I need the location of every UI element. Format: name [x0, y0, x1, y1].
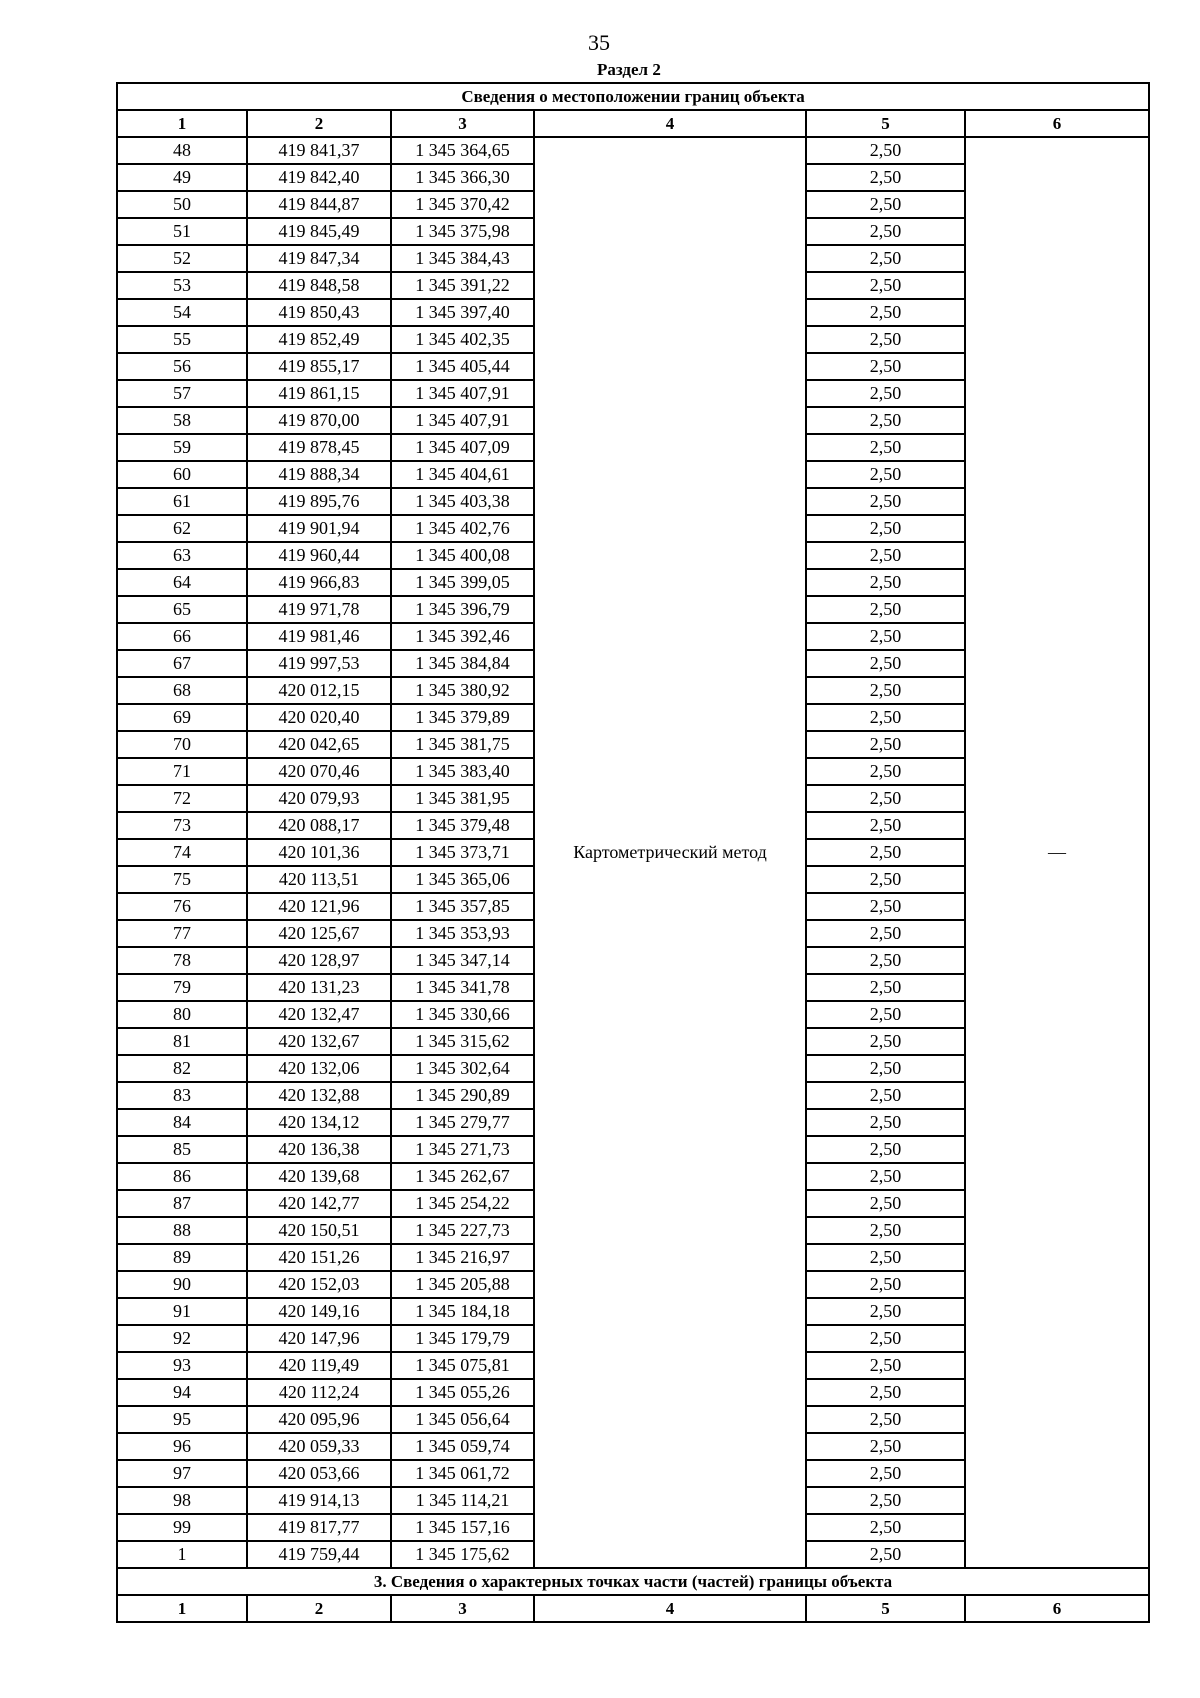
x-coordinate-cell: 419 759,44	[247, 1541, 391, 1568]
y-coordinate-cell: 1 345 397,40	[391, 299, 534, 326]
point-number-cell: 87	[117, 1190, 247, 1217]
x-coordinate-cell: 420 139,68	[247, 1163, 391, 1190]
point-number-cell: 48	[117, 137, 247, 164]
x-coordinate-cell: 419 848,58	[247, 272, 391, 299]
precision-cell: 2,50	[806, 920, 965, 947]
point-number-cell: 66	[117, 623, 247, 650]
point-number-cell: 93	[117, 1352, 247, 1379]
y-coordinate-cell: 1 345 341,78	[391, 974, 534, 1001]
y-coordinate-cell: 1 345 381,95	[391, 785, 534, 812]
x-coordinate-cell: 419 901,94	[247, 515, 391, 542]
x-coordinate-cell: 420 053,66	[247, 1460, 391, 1487]
point-number-cell: 59	[117, 434, 247, 461]
point-number-cell: 92	[117, 1325, 247, 1352]
precision-cell: 2,50	[806, 1298, 965, 1325]
x-coordinate-cell: 419 966,83	[247, 569, 391, 596]
x-coordinate-cell: 420 150,51	[247, 1217, 391, 1244]
point-number-cell: 63	[117, 542, 247, 569]
y-coordinate-cell: 1 345 184,18	[391, 1298, 534, 1325]
point-number-cell: 71	[117, 758, 247, 785]
x-coordinate-cell: 419 997,53	[247, 650, 391, 677]
x-coordinate-cell: 420 132,47	[247, 1001, 391, 1028]
y-coordinate-cell: 1 345 370,42	[391, 191, 534, 218]
precision-cell: 2,50	[806, 461, 965, 488]
x-coordinate-cell: 419 878,45	[247, 434, 391, 461]
x-coordinate-cell: 420 136,38	[247, 1136, 391, 1163]
y-coordinate-cell: 1 345 059,74	[391, 1433, 534, 1460]
precision-cell: 2,50	[806, 650, 965, 677]
precision-cell: 2,50	[806, 191, 965, 218]
point-number-cell: 83	[117, 1082, 247, 1109]
precision-cell: 2,50	[806, 407, 965, 434]
y-coordinate-cell: 1 345 330,66	[391, 1001, 534, 1028]
precision-cell: 2,50	[806, 353, 965, 380]
y-coordinate-cell: 1 345 175,62	[391, 1541, 534, 1568]
point-number-cell: 51	[117, 218, 247, 245]
x-coordinate-cell: 420 152,03	[247, 1271, 391, 1298]
x-coordinate-cell: 420 059,33	[247, 1433, 391, 1460]
point-number-cell: 81	[117, 1028, 247, 1055]
precision-cell: 2,50	[806, 137, 965, 164]
precision-cell: 2,50	[806, 623, 965, 650]
point-number-cell: 57	[117, 380, 247, 407]
x-coordinate-cell: 420 042,65	[247, 731, 391, 758]
point-number-cell: 78	[117, 947, 247, 974]
y-coordinate-cell: 1 345 056,64	[391, 1406, 534, 1433]
column-header-1: 1	[117, 110, 247, 137]
point-number-cell: 70	[117, 731, 247, 758]
y-coordinate-cell: 1 345 366,30	[391, 164, 534, 191]
section3-title-row	[117, 1568, 1149, 1595]
x-coordinate-cell: 419 895,76	[247, 488, 391, 515]
point-number-cell: 82	[117, 1055, 247, 1082]
y-coordinate-cell: 1 345 402,35	[391, 326, 534, 353]
x-coordinate-cell: 420 131,23	[247, 974, 391, 1001]
point-number-cell: 62	[117, 515, 247, 542]
y-coordinate-cell: 1 345 400,08	[391, 542, 534, 569]
precision-cell: 2,50	[806, 1271, 965, 1298]
point-number-cell: 60	[117, 461, 247, 488]
precision-cell: 2,50	[806, 704, 965, 731]
point-number-cell: 64	[117, 569, 247, 596]
precision-cell: 2,50	[806, 434, 965, 461]
precision-cell: 2,50	[806, 218, 965, 245]
precision-cell: 2,50	[806, 299, 965, 326]
point-number-cell: 72	[117, 785, 247, 812]
section3-header-row	[117, 1595, 1149, 1622]
y-coordinate-cell: 1 345 392,46	[391, 623, 534, 650]
y-coordinate-cell: 1 345 075,81	[391, 1352, 534, 1379]
point-number-cell: 1	[117, 1541, 247, 1568]
y-coordinate-cell: 1 345 407,91	[391, 380, 534, 407]
section3-header-2: 2	[247, 1595, 391, 1622]
point-number-cell: 84	[117, 1109, 247, 1136]
point-number-cell: 98	[117, 1487, 247, 1514]
x-coordinate-cell: 420 142,77	[247, 1190, 391, 1217]
table-title-row	[117, 83, 1149, 110]
x-coordinate-cell: 419 850,43	[247, 299, 391, 326]
precision-cell: 2,50	[806, 1406, 965, 1433]
y-coordinate-cell: 1 345 227,73	[391, 1217, 534, 1244]
column-header-2: 2	[247, 110, 391, 137]
section3-header-5: 5	[806, 1595, 965, 1622]
precision-cell: 2,50	[806, 1163, 965, 1190]
y-coordinate-cell: 1 345 399,05	[391, 569, 534, 596]
point-number-cell: 95	[117, 1406, 247, 1433]
precision-cell: 2,50	[806, 596, 965, 623]
y-coordinate-cell: 1 345 302,64	[391, 1055, 534, 1082]
point-number-cell: 88	[117, 1217, 247, 1244]
point-number-cell: 65	[117, 596, 247, 623]
x-coordinate-cell: 419 841,37	[247, 137, 391, 164]
x-coordinate-cell: 420 147,96	[247, 1325, 391, 1352]
precision-cell: 2,50	[806, 272, 965, 299]
x-coordinate-cell: 419 971,78	[247, 596, 391, 623]
precision-cell: 2,50	[806, 1244, 965, 1271]
point-number-cell: 61	[117, 488, 247, 515]
precision-cell: 2,50	[806, 947, 965, 974]
y-coordinate-cell: 1 345 179,79	[391, 1325, 534, 1352]
precision-cell: 2,50	[806, 839, 965, 866]
point-number-cell: 58	[117, 407, 247, 434]
column-header-6: 6	[965, 110, 1149, 137]
y-coordinate-cell: 1 345 373,71	[391, 839, 534, 866]
y-coordinate-cell: 1 345 383,40	[391, 758, 534, 785]
precision-cell: 2,50	[806, 380, 965, 407]
precision-cell: 2,50	[806, 974, 965, 1001]
point-number-cell: 99	[117, 1514, 247, 1541]
x-coordinate-cell: 419 870,00	[247, 407, 391, 434]
column-header-row	[117, 110, 1149, 137]
point-number-cell: 79	[117, 974, 247, 1001]
x-coordinate-cell: 419 845,49	[247, 218, 391, 245]
y-coordinate-cell: 1 345 157,16	[391, 1514, 534, 1541]
y-coordinate-cell: 1 345 279,77	[391, 1109, 534, 1136]
y-coordinate-cell: 1 345 290,89	[391, 1082, 534, 1109]
section-label: Раздел 2	[597, 60, 661, 79]
precision-cell: 2,50	[806, 1487, 965, 1514]
x-coordinate-cell: 419 842,40	[247, 164, 391, 191]
point-number-cell: 76	[117, 893, 247, 920]
y-coordinate-cell: 1 345 402,76	[391, 515, 534, 542]
x-coordinate-cell: 419 817,77	[247, 1514, 391, 1541]
point-number-cell: 52	[117, 245, 247, 272]
y-coordinate-cell: 1 345 357,85	[391, 893, 534, 920]
point-number-cell: 90	[117, 1271, 247, 1298]
y-coordinate-cell: 1 345 379,48	[391, 812, 534, 839]
x-coordinate-cell: 420 079,93	[247, 785, 391, 812]
table-title: Сведения о местоположении границ объекта	[117, 83, 1149, 110]
y-coordinate-cell: 1 345 364,65	[391, 137, 534, 164]
y-coordinate-cell: 1 345 404,61	[391, 461, 534, 488]
point-number-cell: 49	[117, 164, 247, 191]
precision-cell: 2,50	[806, 677, 965, 704]
column-header-3: 3	[391, 110, 534, 137]
x-coordinate-cell: 420 151,26	[247, 1244, 391, 1271]
section3-header-3: 3	[391, 1595, 534, 1622]
x-coordinate-cell: 419 844,87	[247, 191, 391, 218]
y-coordinate-cell: 1 345 396,79	[391, 596, 534, 623]
y-coordinate-cell: 1 345 380,92	[391, 677, 534, 704]
column-header-4: 4	[534, 110, 806, 137]
x-coordinate-cell: 420 101,36	[247, 839, 391, 866]
y-coordinate-cell: 1 345 381,75	[391, 731, 534, 758]
point-number-cell: 54	[117, 299, 247, 326]
y-coordinate-cell: 1 345 403,38	[391, 488, 534, 515]
precision-cell: 2,50	[806, 1541, 965, 1568]
precision-cell: 2,50	[806, 1514, 965, 1541]
precision-cell: 2,50	[806, 326, 965, 353]
column-header-5: 5	[806, 110, 965, 137]
precision-cell: 2,50	[806, 1460, 965, 1487]
boundary-table	[116, 82, 1150, 1623]
point-number-cell: 68	[117, 677, 247, 704]
y-coordinate-cell: 1 345 271,73	[391, 1136, 534, 1163]
x-coordinate-cell: 420 134,12	[247, 1109, 391, 1136]
precision-cell: 2,50	[806, 1217, 965, 1244]
point-number-cell: 96	[117, 1433, 247, 1460]
y-coordinate-cell: 1 345 262,67	[391, 1163, 534, 1190]
x-coordinate-cell: 419 847,34	[247, 245, 391, 272]
x-coordinate-cell: 420 112,24	[247, 1379, 391, 1406]
table-body	[117, 137, 1149, 1568]
precision-cell: 2,50	[806, 1379, 965, 1406]
y-coordinate-cell: 1 345 391,22	[391, 272, 534, 299]
precision-cell: 2,50	[806, 785, 965, 812]
point-number-cell: 67	[117, 650, 247, 677]
precision-cell: 2,50	[806, 893, 965, 920]
precision-cell: 2,50	[806, 758, 965, 785]
x-coordinate-cell: 420 113,51	[247, 866, 391, 893]
y-coordinate-cell: 1 345 365,06	[391, 866, 534, 893]
precision-cell: 2,50	[806, 1352, 965, 1379]
point-number-cell: 74	[117, 839, 247, 866]
x-coordinate-cell: 419 981,46	[247, 623, 391, 650]
x-coordinate-cell: 420 020,40	[247, 704, 391, 731]
point-number-cell: 50	[117, 191, 247, 218]
y-coordinate-cell: 1 345 407,91	[391, 407, 534, 434]
y-coordinate-cell: 1 345 061,72	[391, 1460, 534, 1487]
x-coordinate-cell: 419 914,13	[247, 1487, 391, 1514]
y-coordinate-cell: 1 345 384,84	[391, 650, 534, 677]
page-number: 35	[588, 30, 610, 55]
y-coordinate-cell: 1 345 254,22	[391, 1190, 534, 1217]
point-number-cell: 86	[117, 1163, 247, 1190]
precision-cell: 2,50	[806, 569, 965, 596]
section3-header-1: 1	[117, 1595, 247, 1622]
method-cell: Картометрический метод	[534, 137, 806, 1568]
point-number-cell: 53	[117, 272, 247, 299]
y-coordinate-cell: 1 345 405,44	[391, 353, 534, 380]
point-number-cell: 55	[117, 326, 247, 353]
x-coordinate-cell: 419 960,44	[247, 542, 391, 569]
precision-cell: 2,50	[806, 1082, 965, 1109]
precision-cell: 2,50	[806, 542, 965, 569]
y-coordinate-cell: 1 345 315,62	[391, 1028, 534, 1055]
x-coordinate-cell: 419 861,15	[247, 380, 391, 407]
point-number-cell: 97	[117, 1460, 247, 1487]
point-number-cell: 73	[117, 812, 247, 839]
precision-cell: 2,50	[806, 812, 965, 839]
point-number-cell: 85	[117, 1136, 247, 1163]
point-number-cell: 75	[117, 866, 247, 893]
x-coordinate-cell: 420 132,67	[247, 1028, 391, 1055]
point-number-cell: 89	[117, 1244, 247, 1271]
point-number-cell: 69	[117, 704, 247, 731]
x-coordinate-cell: 420 095,96	[247, 1406, 391, 1433]
precision-cell: 2,50	[806, 1109, 965, 1136]
precision-cell: 2,50	[806, 164, 965, 191]
y-coordinate-cell: 1 345 384,43	[391, 245, 534, 272]
section3-title: 3. Сведения о характерных точках части (частей) границы объекта	[117, 1568, 1149, 1595]
precision-cell: 2,50	[806, 1028, 965, 1055]
precision-cell: 2,50	[806, 1433, 965, 1460]
precision-cell: 2,50	[806, 245, 965, 272]
precision-cell: 2,50	[806, 1190, 965, 1217]
y-coordinate-cell: 1 345 216,97	[391, 1244, 534, 1271]
table-row	[117, 137, 1149, 164]
y-coordinate-cell: 1 345 353,93	[391, 920, 534, 947]
section3-header-6: 6	[965, 1595, 1149, 1622]
y-coordinate-cell: 1 345 347,14	[391, 947, 534, 974]
x-coordinate-cell: 420 149,16	[247, 1298, 391, 1325]
x-coordinate-cell: 420 128,97	[247, 947, 391, 974]
x-coordinate-cell: 420 119,49	[247, 1352, 391, 1379]
x-coordinate-cell: 419 852,49	[247, 326, 391, 353]
point-number-cell: 94	[117, 1379, 247, 1406]
y-coordinate-cell: 1 345 375,98	[391, 218, 534, 245]
point-number-cell: 77	[117, 920, 247, 947]
y-coordinate-cell: 1 345 055,26	[391, 1379, 534, 1406]
point-number-cell: 56	[117, 353, 247, 380]
x-coordinate-cell: 419 888,34	[247, 461, 391, 488]
precision-cell: 2,50	[806, 866, 965, 893]
y-coordinate-cell: 1 345 379,89	[391, 704, 534, 731]
precision-cell: 2,50	[806, 515, 965, 542]
precision-cell: 2,50	[806, 1055, 965, 1082]
precision-cell: 2,50	[806, 1001, 965, 1028]
point-number-cell: 80	[117, 1001, 247, 1028]
precision-cell: 2,50	[806, 1325, 965, 1352]
x-coordinate-cell: 420 121,96	[247, 893, 391, 920]
precision-cell: 2,50	[806, 731, 965, 758]
y-coordinate-cell: 1 345 205,88	[391, 1271, 534, 1298]
x-coordinate-cell: 420 012,15	[247, 677, 391, 704]
point-number-cell: 91	[117, 1298, 247, 1325]
y-coordinate-cell: 1 345 114,21	[391, 1487, 534, 1514]
x-coordinate-cell: 420 125,67	[247, 920, 391, 947]
x-coordinate-cell: 420 132,06	[247, 1055, 391, 1082]
precision-cell: 2,50	[806, 1136, 965, 1163]
section3-header-4: 4	[534, 1595, 806, 1622]
y-coordinate-cell: 1 345 407,09	[391, 434, 534, 461]
precision-cell: 2,50	[806, 488, 965, 515]
column6-cell: —	[965, 137, 1149, 1568]
x-coordinate-cell: 420 070,46	[247, 758, 391, 785]
x-coordinate-cell: 419 855,17	[247, 353, 391, 380]
x-coordinate-cell: 420 132,88	[247, 1082, 391, 1109]
x-coordinate-cell: 420 088,17	[247, 812, 391, 839]
